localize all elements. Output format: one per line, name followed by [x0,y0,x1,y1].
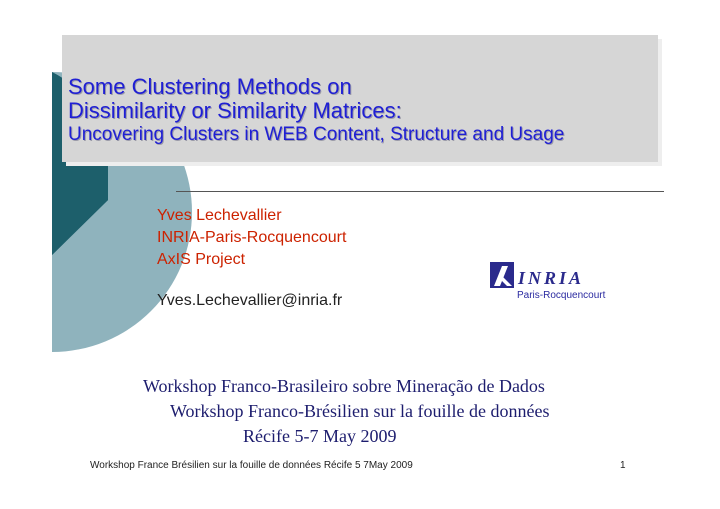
divider-line [176,191,664,192]
slide-title [68,75,658,147]
author-name: Yves Lechevallier [157,207,282,224]
author-block [157,205,346,271]
inria-logo-subtitle: Paris-Rocquencourt [517,290,606,301]
title-line-1: Some Clustering Methods on [68,74,352,99]
inria-logo-text: INRIA [518,268,585,288]
workshop-line-2: Workshop Franco-Brésilien sur la fouille de données [170,401,550,421]
page-number: 1 [620,460,626,471]
title-subtitle: Uncovering Clusters in WEB Content, Structure and Usage [68,124,565,145]
workshop-line-1: Workshop Franco-Brasileiro sobre Mineração de Dados [143,376,545,396]
workshop-date: Récife 5-7 May 2009 [243,426,397,446]
author-email: Yves.Lechevallier@inria.fr [157,292,343,309]
author-affiliation: INRIA-Paris-Rocquencourt [157,229,347,246]
title-line-2: Dissimilarity or Similarity Matrices: [68,98,402,123]
footer-text: Workshop France Brésilien sur la fouille de données Récife 5 7May 2009 [90,460,413,471]
author-project: AxIS Project [157,251,246,268]
